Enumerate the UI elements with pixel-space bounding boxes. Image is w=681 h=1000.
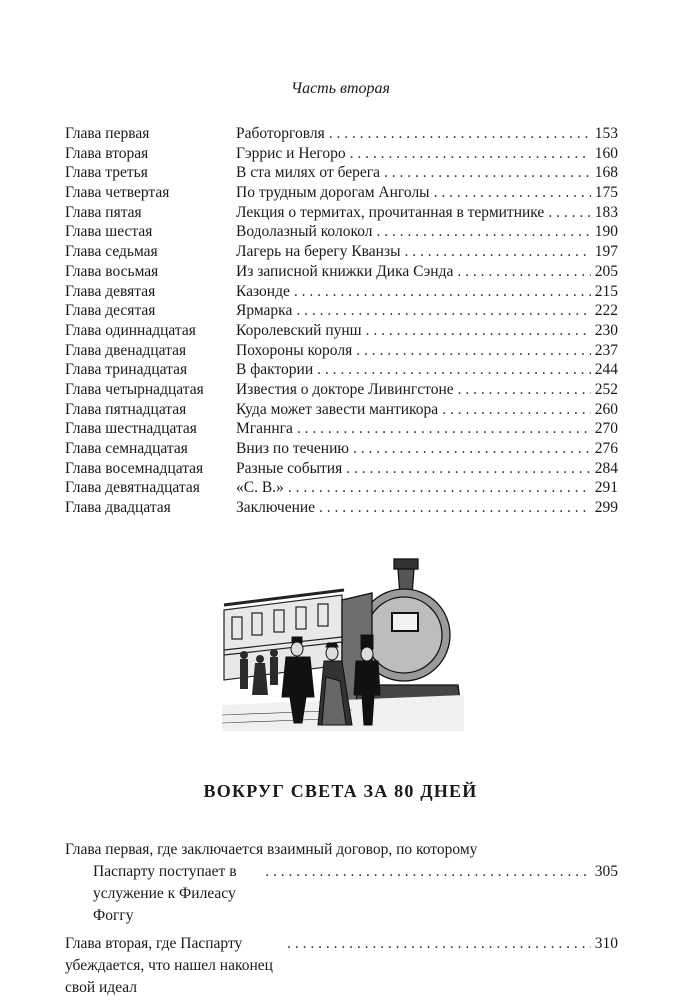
dot-leader [317,360,591,380]
dot-leader [287,933,591,955]
chapter-title: Известия о докторе Ливингстоне [236,380,454,398]
chapter-page: 183 [594,203,618,221]
chapter-page: 160 [594,144,618,162]
dot-leader [377,222,591,242]
chapter-label: Глава девятнадцатая [65,479,200,497]
dot-leader [457,262,590,282]
toc-row [65,144,618,164]
book-chapter-1-line1: Глава первая, где заключается взаимный договор, по которому [65,841,478,858]
train-station-illustration [222,555,464,731]
chapter-title: В фактории [236,361,314,379]
chapter-title: Лекция о термитах, прочитанная в термитнике [236,203,545,221]
chapter-page: 237 [594,341,618,359]
toc-row [65,163,618,183]
part-title: Часть вторая [291,80,390,97]
dot-leader [458,380,591,400]
chapter-page: 276 [594,440,618,457]
chapter-label: Глава девятая [65,282,156,300]
chapter-page: 252 [594,380,618,398]
toc-row [65,419,618,439]
chapter-page: 215 [594,282,618,300]
toc-part-two [65,124,618,518]
dot-leader [265,861,591,883]
toc-row [65,459,618,479]
chapter-page: 260 [594,400,618,418]
chapter-page: 190 [594,223,618,241]
dot-leader [288,478,591,498]
chapter-label: Глава пятнадцатая [65,400,187,418]
toc-row [65,341,618,361]
chapter-label: Глава третья [65,164,148,182]
dot-leader [356,341,591,361]
chapter-page: 284 [594,459,618,477]
chapter-page: 197 [594,243,618,261]
chapter-title: По трудным дорогам Анголы [236,184,430,202]
toc-row [65,478,618,498]
toc-around-the-world [65,839,618,999]
toc-row [65,222,618,242]
dot-leader [434,183,591,203]
dot-leader [366,321,591,341]
chapter-page: 230 [594,321,618,339]
book-chapter-1-page: 305 [594,863,618,880]
chapter-page: 291 [594,479,618,497]
chapter-label: Глава восемнадцатая [65,459,204,477]
chapter-label: Глава шестая [65,223,153,241]
chapter-label: Глава тринадцатая [65,361,188,379]
chapter-title: Работорговля [236,125,325,142]
chapter-title: Вниз по течению [236,440,349,457]
chapter-label: Глава семнадцатая [65,440,188,457]
chapter-page: 168 [594,164,618,182]
chapter-label: Глава восьмая [65,262,159,280]
book-chapter-2-title: Глава вторая, где Паспарту убеждается, что нашел наконец свой идеал [65,935,273,996]
toc-row [65,301,618,321]
dot-leader [353,439,591,459]
chapter-title: Гэррис и Негоро [236,144,346,162]
toc-row [65,400,618,420]
toc-row [65,262,618,282]
chapter-label: Глава седьмая [65,243,158,261]
chapter-label: Глава двадцатая [65,499,171,517]
chapter-title: В ста милях от берега [236,164,381,182]
toc-row [65,203,618,223]
dot-leader [346,459,591,479]
toc-row [65,380,618,400]
book-chapter-1-line2: Паспарту поступает в услужение к Филеасу Фоггу [93,863,237,924]
chapter-title: Мганнга [236,420,293,438]
chapter-page: 270 [594,420,618,438]
chapter-title: «С. В.» [236,479,284,497]
dot-leader [384,163,591,183]
chapter-label: Глава одиннадцатая [65,321,196,339]
toc-row [65,183,618,203]
chapter-title: Похороны короля [236,341,353,359]
chapter-title: Казонде [236,282,290,300]
chapter-title: Лагерь на берегу Кванзы [236,243,401,261]
chapter-label: Глава вторая [65,144,149,162]
chapter-page: 205 [594,262,618,280]
chapter-title: Разные события [236,459,343,477]
toc-row [65,124,618,144]
chapter-title: Из записной книжки Дика Сэнда [236,262,454,280]
toc-row [65,282,618,302]
toc-row [65,242,618,262]
chapter-title: Ярмарка [236,302,293,320]
chapter-label: Глава пятая [65,203,142,221]
dot-leader [294,282,591,302]
chapter-title: Королевский пунш [236,321,362,339]
toc-row [65,321,618,341]
chapter-label: Глава двенадцатая [65,341,187,359]
dot-leader [405,242,591,262]
dot-leader [548,203,590,223]
chapter-page: 175 [594,184,618,202]
chapter-page: 222 [594,302,618,320]
chapter-label: Глава четырнадцатая [65,380,204,398]
dot-leader [297,419,591,439]
toc-row [65,498,618,518]
dot-leader [296,301,590,321]
toc-row [65,360,618,380]
chapter-title: Водолазный колокол [236,223,373,241]
book-chapter-2-page: 310 [594,935,618,952]
chapter-label: Глава четвертая [65,184,170,202]
chapter-page: 153 [594,125,618,142]
chapter-label: Глава шестнадцатая [65,420,197,438]
book-title: ВОКРУГ СВЕТА ЗА 80 ДНЕЙ [203,781,478,801]
dot-leader [350,144,591,164]
chapter-label: Глава первая [65,125,150,142]
dot-leader [329,124,591,144]
toc-row [65,439,618,459]
chapter-page: 244 [594,361,618,379]
dot-leader [319,498,591,518]
chapter-page: 299 [594,499,618,517]
chapter-label: Глава десятая [65,302,156,320]
chapter-title: Заключение [236,499,316,517]
chapter-title: Куда может завести мантикора [236,400,439,418]
dot-leader [442,400,591,420]
